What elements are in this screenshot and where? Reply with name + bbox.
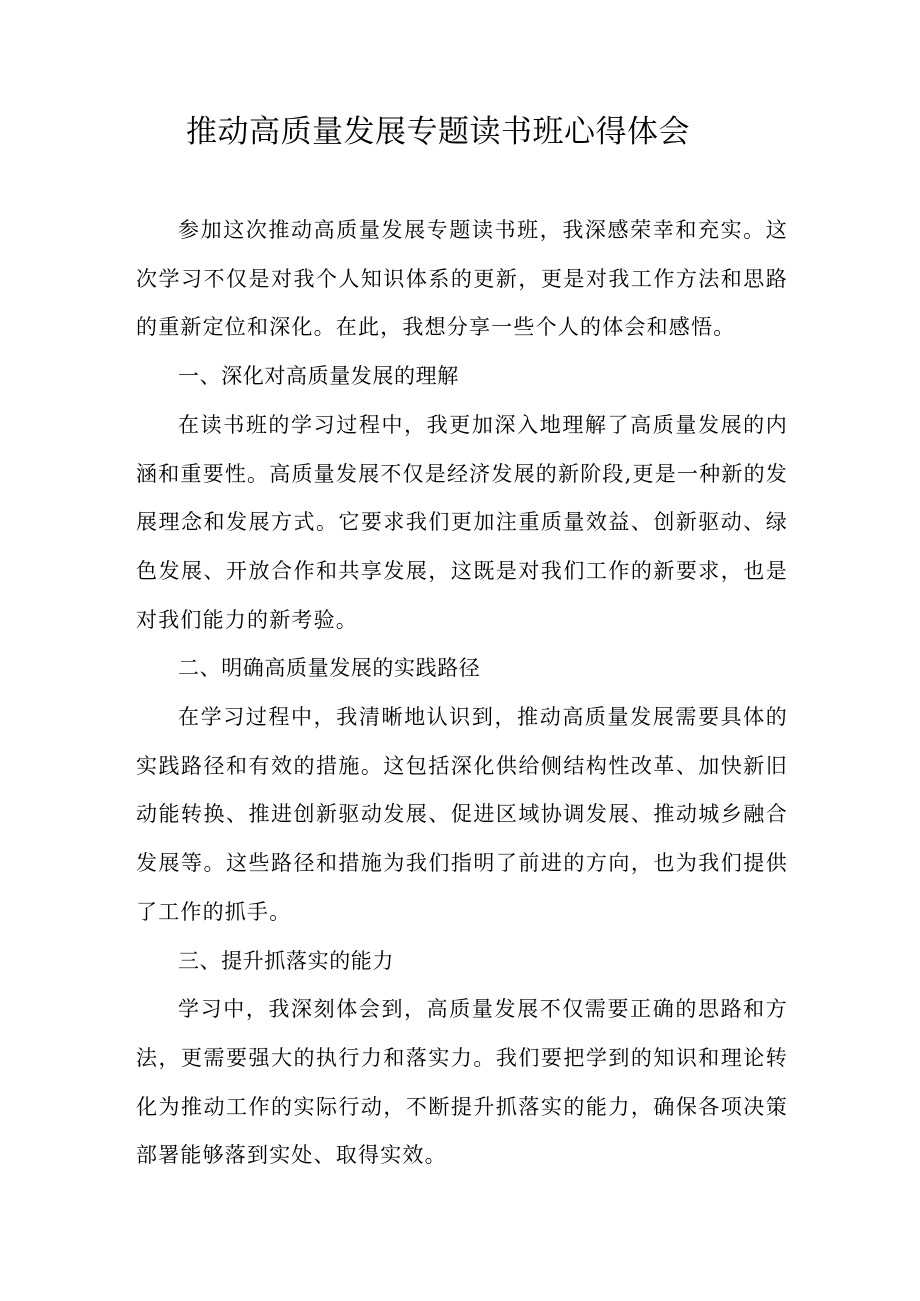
- section-3-paragraph: 学习中，我深刻体会到，高质量发展不仅需要正确的思路和方法，更需要强大的执行力和落实力。我们要把学到的知识和理论转化为推动工作的实际行动，不断提升抓落实的能力，确保各项决策部署能够落到实处、取得实效。: [136, 997, 788, 1168]
- intro-paragraph: 参加这次推动高质量发展专题读书班，我深感荣幸和充实。这次学习不仅是对我个人知识体系的更新，更是对我工作方法和思路的重新定位和深化。在此，我想分享一些个人的体会和感悟。: [136, 218, 788, 340]
- section-2-paragraph: 在学习过程中，我清晰地认识到，推动高质量发展需要具体的实践路径和有效的措施。这包括深化供给侧结构性改革、加快新旧动能转换、推进创新驱动发展、促进区域协调发展、推动城乡融合发展等。这些路径和措施为我们指明了前进的方向，也为我们提供了工作的抓手。: [136, 705, 788, 924]
- section-1-heading: 一、深化对高质量发展的理解: [178, 364, 459, 389]
- document-body: [136, 206, 788, 1180]
- section-2-heading: 二、明确高质量发展的实践路径: [178, 656, 481, 681]
- section-1-paragraph: 在读书班的学习过程中，我更加深入地理解了高质量发展的内涵和重要性。高质量发展不仅是经济发展的新阶段,更是一种新的发展理念和发展方式。它要求我们更加注重质量效益、创新驱动、绿色发展、开放合作和共享发展，这既是对我们工作的新要求，也是对我们能力的新考验。: [136, 412, 788, 632]
- document-title: 推动高质量发展专题读书班心得体会: [186, 114, 690, 150]
- section-3-heading: 三、提升抓落实的能力: [178, 948, 394, 973]
